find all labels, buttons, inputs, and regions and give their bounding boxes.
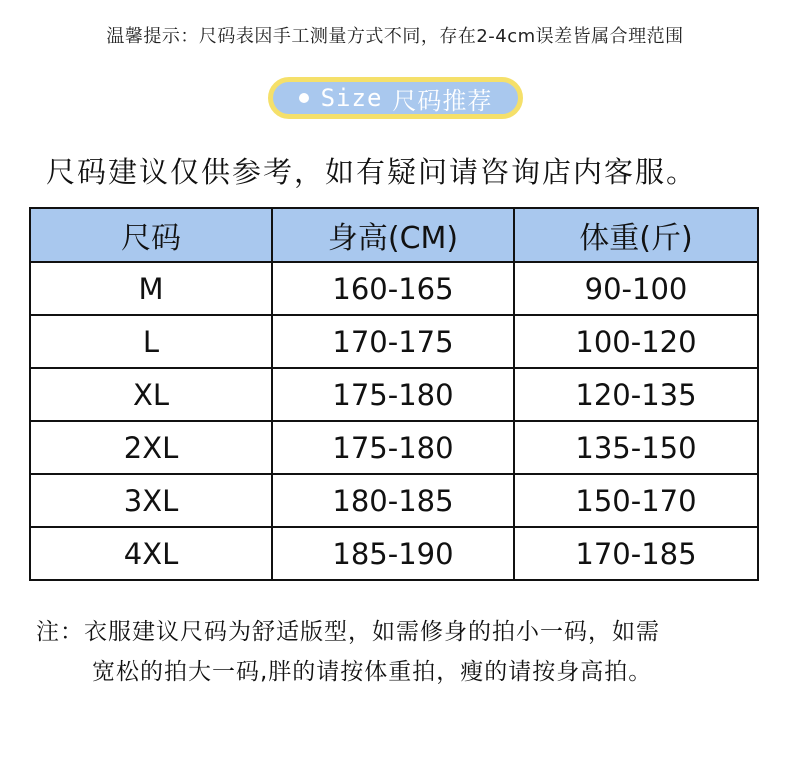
table-row [30, 262, 758, 315]
cell-height: 180-185 [272, 474, 514, 527]
bullet-dot-icon [299, 93, 309, 103]
cell-height: 175-180 [272, 421, 514, 474]
badge-size-word: Size [320, 84, 383, 112]
size-table [29, 207, 759, 581]
table-row [30, 527, 758, 580]
badge-title: 尺码推荐 [392, 86, 493, 115]
cell-size: L [30, 315, 272, 368]
measurement-notice: 温馨提示：尺码表因手工测量方式不同，存在2-4cm误差皆属合理范围 [106, 26, 684, 47]
table-row [30, 474, 758, 527]
table-row [30, 368, 758, 421]
cell-weight: 120-135 [514, 368, 758, 421]
cell-height: 185-190 [272, 527, 514, 580]
fit-note-line1: 注：衣服建议尺码为舒适版型，如需修身的拍小一码，如需 [36, 619, 660, 645]
cell-weight: 90-100 [514, 262, 758, 315]
header-weight: 体重(斤) [514, 208, 758, 262]
header-size: 尺码 [30, 208, 272, 262]
size-recommend-badge [268, 77, 523, 119]
cell-size: 3XL [30, 474, 272, 527]
cell-size: XL [30, 368, 272, 421]
fit-note [36, 612, 756, 692]
cell-height: 175-180 [272, 368, 514, 421]
cell-height: 170-175 [272, 315, 514, 368]
size-advice-text: 尺码建议仅供参考，如有疑问请咨询店内客服。 [46, 155, 698, 189]
table-row [30, 315, 758, 368]
cell-size: 4XL [30, 527, 272, 580]
table-header-row [30, 208, 758, 262]
cell-weight: 150-170 [514, 474, 758, 527]
cell-size: M [30, 262, 272, 315]
table-row [30, 421, 758, 474]
cell-weight: 100-120 [514, 315, 758, 368]
cell-weight: 135-150 [514, 421, 758, 474]
fit-note-line2: 宽松的拍大一码,胖的请按体重拍，瘦的请按身高拍。 [92, 659, 653, 685]
cell-height: 160-165 [272, 262, 514, 315]
cell-size: 2XL [30, 421, 272, 474]
header-height: 身高(CM) [272, 208, 514, 262]
cell-weight: 170-185 [514, 527, 758, 580]
